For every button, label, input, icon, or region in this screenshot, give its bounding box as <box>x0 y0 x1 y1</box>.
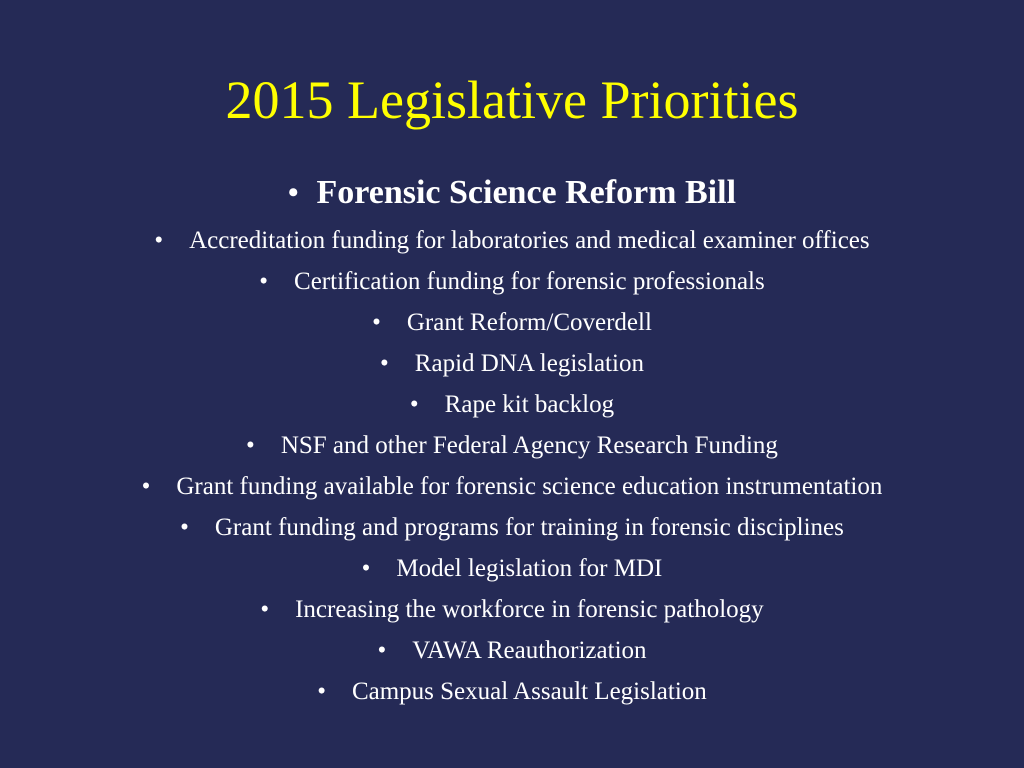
bullet-item-rape-kit <box>0 384 1024 425</box>
bullet-dot-icon: • <box>380 349 389 377</box>
bullet-dot-icon: • <box>260 595 270 623</box>
bullet-dot-icon: • <box>409 390 419 418</box>
bullet-text: Increasing the workforce in forensic pathology <box>295 595 764 623</box>
bullet-dot-icon: • <box>287 176 299 209</box>
bullet-item-campus <box>0 671 1024 712</box>
bullet-dot-icon: • <box>154 226 164 254</box>
bullet-list <box>0 170 1024 712</box>
bullet-text: NSF and other Federal Agency Research Funding <box>280 431 778 459</box>
slide-title: 2015 Legislative Priorities <box>225 70 799 130</box>
bullet-text: Grant funding and programs for training in forensic disciplines <box>214 513 844 541</box>
main-bullet-item <box>0 170 1024 216</box>
bullet-text: Certification funding for forensic professionals <box>294 267 765 295</box>
bullet-dot-icon: • <box>141 472 151 500</box>
bullet-text: Campus Sexual Assault Legislation <box>351 677 707 705</box>
bullet-item-education-instrumentation <box>0 466 1024 507</box>
bullet-dot-icon: • <box>372 308 381 336</box>
bullet-text: Accreditation funding for laboratories and medical examiner offices <box>189 226 870 254</box>
main-bullet-text: Forensic Science Reform Bill <box>316 174 737 211</box>
bullet-text: Model legislation for MDI <box>396 554 663 582</box>
bullet-dot-icon: • <box>259 267 269 295</box>
bullet-text: VAWA Reauthorization <box>412 636 647 664</box>
bullet-item-vawa <box>0 630 1024 671</box>
bullet-item-rapid-dna <box>0 343 1024 384</box>
bullet-item-grant-reform <box>0 302 1024 343</box>
bullet-text: Grant Reform/Coverdell <box>406 308 652 336</box>
bullet-dot-icon: • <box>361 554 371 582</box>
bullet-item-accreditation <box>0 220 1024 261</box>
bullet-item-training <box>0 507 1024 548</box>
bullet-item-mdi <box>0 548 1024 589</box>
bullet-item-certification <box>0 261 1024 302</box>
bullet-dot-icon: • <box>180 513 189 541</box>
bullet-dot-icon: • <box>246 431 255 459</box>
bullet-text: Rape kit backlog <box>444 390 615 418</box>
bullet-item-nsf <box>0 425 1024 466</box>
bullet-dot-icon: • <box>317 677 326 705</box>
bullet-dot-icon: • <box>377 636 387 664</box>
bullet-text: Grant funding available for forensic science education instrumentation <box>176 472 883 500</box>
bullet-text: Rapid DNA legislation <box>414 349 644 377</box>
bullet-item-workforce <box>0 589 1024 630</box>
